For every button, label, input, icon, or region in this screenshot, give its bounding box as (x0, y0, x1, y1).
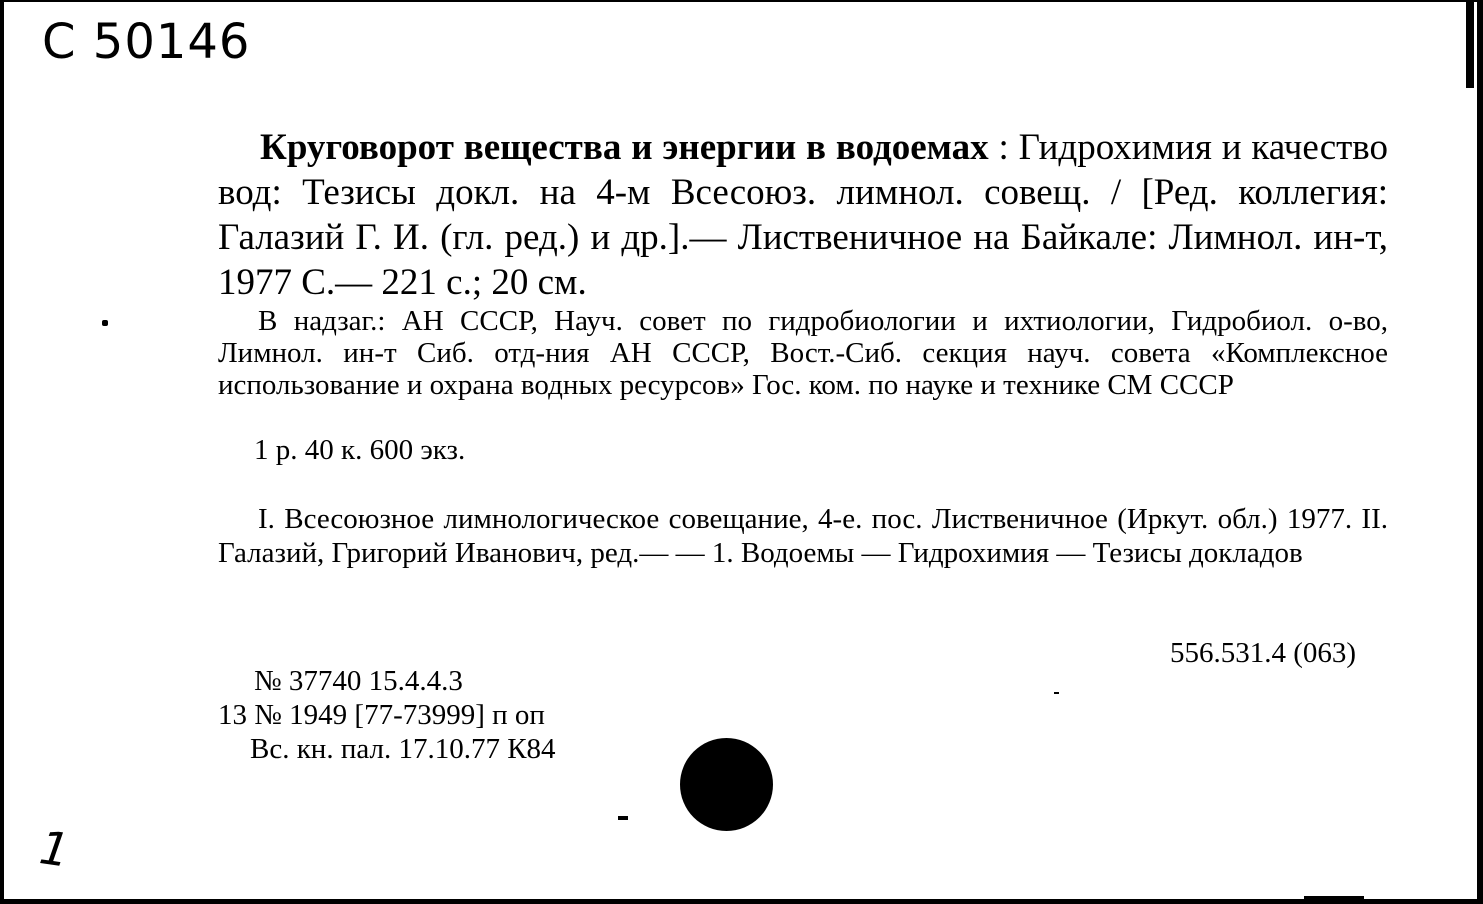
punch-hole (680, 738, 773, 831)
note-paragraph: В надзаг.: АН СССР, Науч. совет по гидробиологии и ихтиологии, Гидробиол. о-во, Лимнол. ин-т Сиб. отд-ния АН СССР, Вост.-Сиб. секция науч. совета «Комплексное использование и охрана водных ресурсов» Гос. ком. по науке и технике СМ СССР (218, 305, 1388, 401)
ink-speck (1054, 692, 1059, 694)
title-rest: : Гидрохимия и качество вод: Тезисы докл. на 4-м Всесоюз. лимнол. совещ. / [Ред. коллегия: Галазий Г. И. (гл. ред.) и др.].— Лиственичное на Байкале: Лимнол. ин-т, 1977 С.— 221 с.; 20 см. (218, 127, 1389, 303)
accession-line-3: Вс. кн. пал. 17.10.77 К84 (250, 733, 556, 765)
catalog-card (4, 2, 1477, 899)
udc-code: 556.531.4 (063) (1170, 637, 1357, 669)
tracing-paragraph: I. Всесоюзное лимнологическое совещание, 4-е. пос. Лиственичное (Иркут. обл.) 1977. II. Галазий, Григорий Иванович, ред.— — 1. Водоемы — Гидрохимия — Тезисы докладов (218, 503, 1388, 569)
scan-edge (1466, 2, 1474, 88)
edge-mark (1304, 896, 1364, 899)
accession-line-1: № 37740 15.4.4.3 (254, 665, 463, 697)
price-line: 1 р. 40 к. 600 экз. (254, 434, 466, 466)
ink-speck (102, 320, 108, 326)
accession-line-2: 13 № 1949 [77-73999] п оп (218, 699, 545, 731)
title-bold: Круговорот вещества и энергии в водоемах (260, 127, 989, 168)
ink-speck (618, 816, 628, 820)
call-number: С 50146 (42, 14, 251, 70)
handwritten-mark: 1 (36, 820, 73, 878)
title-paragraph (218, 125, 1388, 305)
